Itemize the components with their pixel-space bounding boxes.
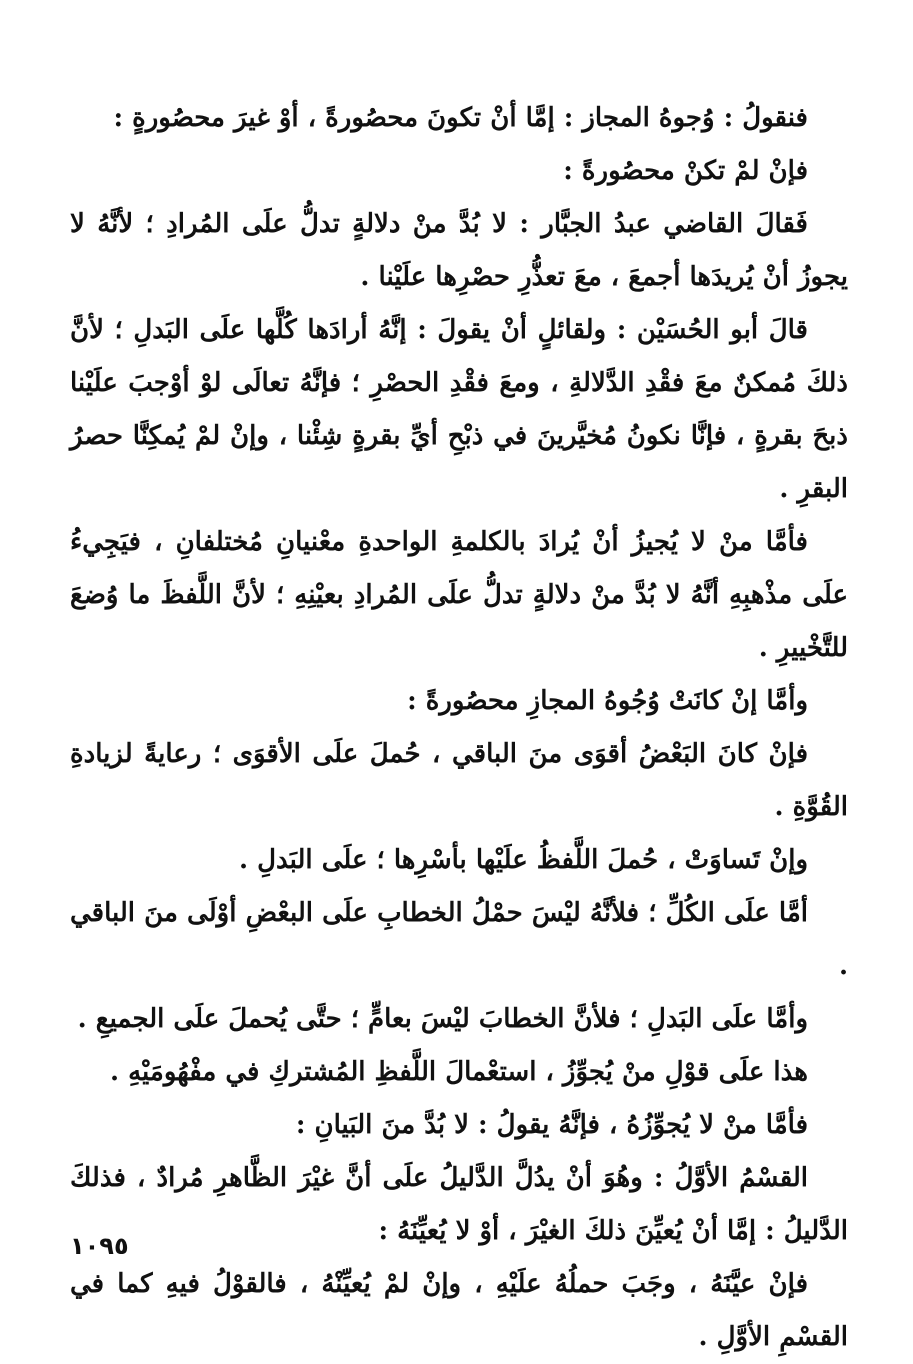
- paragraph: القسْمُ الأوَّلُ : وهُوَ أنْ يدُلَّ الدَّليلُ علَى أنَّ غيْرَ الظَّاهرِ مُرادٌ ، فذلكَ الدَّليلُ : إمَّا أنْ يُعيِّنَ ذلكَ الغيْرَ ، أوْ لا يُعيِّنَهُ :: [70, 1163, 848, 1246]
- paragraph: فأمَّا منْ لا يُجيزُ أنْ يُرادَ بالكلمةِ الواحدةِ معْنيانِ مُختلفانِ ، فيَجِيءُ علَى مذْهبِهِ أنَّهُ لا بُدَّ منْ دلالةٍ تدلُّ علَى المُرادِ بعيْنِهِ ؛ لأنَّ اللَّفظَ ما وُضعَ للتَّخْييرِ .: [70, 527, 848, 663]
- paragraph: قالَ أبو الحُسَيْن : ولقائلٍ أنْ يقولَ : إنَّهُ أرادَها كُلَّها علَى البَدلِ ؛ لأنَّ ذلكَ مُمكنٌ معَ فقْدِ الدَّلالةِ ، ومعَ فقْدِ الحصْرِ ؛ فإنَّهُ تعالَى لوْ أوْجبَ علَيْنا ذبحَ بقرةٍ ، فإنَّا نكونُ مُخيَّرينَ في ذبْحِ أيِّ بقرةٍ شِئْنا ، وإنْ لمْ يُمكِنَّا حصرُ البقرِ .: [70, 315, 848, 504]
- paragraph: فإنْ كانَ البَعْضُ أقوَى منَ الباقي ، حُملَ علَى الأقوَى ؛ رعايةً لزيادةِ القُوَّةِ .: [70, 739, 848, 822]
- paragraph: فإنْ عيَّنَهُ ، وجَبَ حملُهُ علَيْهِ ، وإنْ لمْ يُعيِّنْهُ ، فالقوْلُ فيهِ كما في القسْمِ الأوَّلِ .: [70, 1269, 848, 1352]
- body-text: [70, 92, 848, 1364]
- paragraph: فنقولُ : وُجوهُ المجاز : إمَّا أنْ تكونَ محصُورةً ، أوْ غيرَ محصُورةٍ :: [113, 103, 808, 133]
- paragraph: فأمَّا منْ لا يُجوِّزُهُ ، فإنَّهُ يقولُ : لا بُدَّ منَ البَيانِ :: [295, 1110, 808, 1140]
- page-number: ١٠٩٥: [70, 1232, 129, 1260]
- paragraph: أمَّا علَى الكُلِّ ؛ فلأنَّهُ ليْسَ حمْلُ الخطابِ علَى البعْضِ أوْلَى منَ الباقي .: [70, 898, 848, 981]
- paragraph: فَقالَ القاضي عبدُ الجبَّار : لا بُدَّ منْ دلالةٍ تدلُّ علَى المُرادِ ؛ لأنَّهُ لا يجوزُ أنْ يُريدَها أجمعَ ، معَ تعذُّرِ حصْرِها علَيْنا .: [70, 209, 848, 292]
- paragraph: هذا علَى قوْلِ منْ يُجوِّزُ ، استعْمالَ اللَّفظِ المُشتركِ في مفْهُومَيْهِ .: [110, 1057, 808, 1087]
- paragraph: وأمَّا إنْ كانَتْ وُجُوهُ المجازِ محصُورةً :: [407, 686, 808, 716]
- paragraph: وأمَّا علَى البَدلِ ؛ فلأنَّ الخطابَ ليْسَ بعامٍّ ؛ حتَّى يُحملَ علَى الجميعِ .: [77, 1004, 808, 1034]
- paragraph: فإنْ لمْ تكنْ محصُورةً :: [563, 156, 808, 186]
- paragraph: وإنْ تَساوَتْ ، حُملَ اللَّفظُ علَيْها بأسْرِها ؛ علَى البَدلِ .: [239, 845, 808, 875]
